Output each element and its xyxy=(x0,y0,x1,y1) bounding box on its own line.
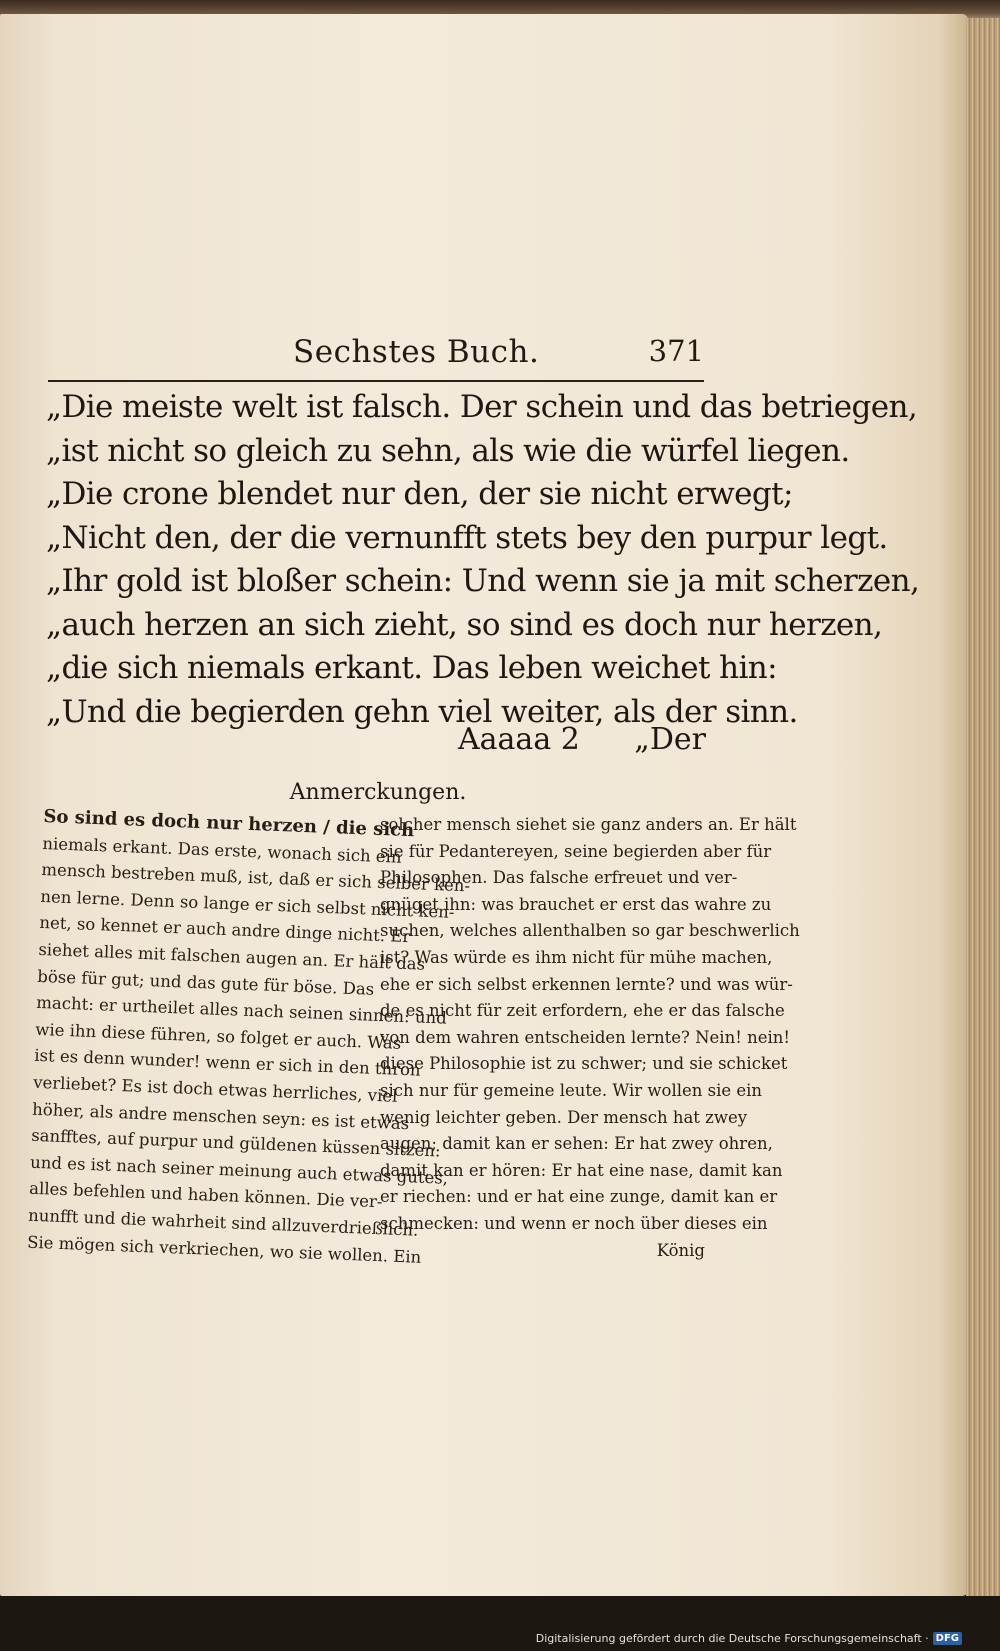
verse-line: „die sich niemals erkant. Das leben weichet hin: xyxy=(46,650,778,686)
page-stack-edge xyxy=(966,18,1000,1600)
notes-left-column xyxy=(26,804,471,1268)
note-line: verliebet? Es ist doch etwas herrliches, viel xyxy=(32,1072,398,1106)
book-page xyxy=(0,14,968,1596)
note-line: niemals erkant. Das erste, wonach sich ein xyxy=(42,833,402,867)
note-line: Sie mögen sich verkriechen, wo sie wollen. Ein xyxy=(26,1232,422,1267)
running-head-title: Sechstes Buch. xyxy=(293,334,540,370)
notes-right-column xyxy=(380,812,800,1264)
scan-bottom-band xyxy=(0,1596,1000,1651)
note-line: gnüget ihn: was brauchet er erst das wahre zu xyxy=(380,894,772,914)
note-line: solcher mensch siehet sie ganz anders an. Er hält xyxy=(380,815,797,834)
page-number: 371 xyxy=(648,334,704,368)
verse-line: „Nicht den, der die vernunfft stets bey den purpur legt. xyxy=(46,519,888,556)
verse-line: „auch herzen an sich zieht, so sind es doch nur herzen, xyxy=(46,606,883,643)
note-line: ehe er sich selbst erkennen lernte? und was wür- xyxy=(380,974,793,994)
note-line: macht: er urtheilet alles nach seinen sinnen: und xyxy=(36,993,448,1028)
note-line: wie ihn diese führen, so folget er auch. Was xyxy=(34,1019,402,1053)
note-line: sich nur für gemeine leute. Wir wollen sie ein xyxy=(380,1080,763,1100)
signature-row xyxy=(440,722,706,762)
catchword: „Der xyxy=(634,722,706,757)
notes-heading: Anmerckungen. xyxy=(289,780,467,805)
note-line: nen lerne. Denn so lange er sich selbst nicht ken- xyxy=(40,886,455,922)
verse-line: „Die crone blendet nur den, der sie nicht erwegt; xyxy=(46,476,793,512)
note-line: net, so kennet er auch andre dinge nicht. Er xyxy=(39,913,411,947)
note-line: von dem wahren entscheiden lernte? Nein! nein! xyxy=(380,1027,791,1047)
note-line: und es ist nach seiner meinung auch etwas gutes, xyxy=(29,1152,449,1188)
dfg-logo-icon: DFG xyxy=(933,1632,962,1645)
note-line: alles befehlen und haben können. Die ver- xyxy=(28,1179,383,1212)
note-line: Philosophen. Das falsche erfreuet und ver- xyxy=(380,868,738,888)
note-line: sanfftes, auf purpur und güldenen küssen sitzen: xyxy=(30,1125,441,1161)
note-line: So sind es doch nur herzen / die sich xyxy=(43,805,415,842)
running-head xyxy=(48,332,704,382)
note-line: damit kan er hören: Er hat eine nase, damit kan xyxy=(380,1160,783,1180)
note-catchword: König xyxy=(656,1240,705,1260)
note-line: de es nicht für zeit erfordern, ehe er das falsche xyxy=(380,1001,785,1021)
verse-line: „Die meiste welt ist falsch. Der schein und das betriegen, xyxy=(46,389,918,425)
note-line: siehet alles mit falschen augen an. Er hält das xyxy=(38,939,426,974)
note-line: schmecken: und wenn er noch über dieses ein xyxy=(380,1213,768,1233)
note-line: sie für Pedantereyen, seine begierden aber für xyxy=(380,841,772,861)
note-line: wenig leichter geben. Der mensch hat zwey xyxy=(380,1107,748,1127)
note-line: ist? Was würde es ihm nicht für mühe machen, xyxy=(380,947,773,967)
funding-credit xyxy=(536,1632,962,1645)
note-line: augen; damit kan er sehen: Er hat zwey ohren, xyxy=(380,1134,773,1154)
note-line: diese Philosophie ist zu schwer; und sie schicket xyxy=(380,1054,788,1074)
note-line: höher, als andre menschen seyn: es ist etwas xyxy=(31,1099,410,1133)
verse-line: „ist nicht so gleich zu sehn, als wie die würfel liegen. xyxy=(46,432,850,469)
signature-mark: Aaaaa 2 xyxy=(458,722,580,757)
verse-block xyxy=(46,386,920,734)
note-line: er riechen: und er hat eine zunge, damit kan er xyxy=(380,1187,778,1207)
note-line: nunfft und die wahrheit sind allzuverdrießlich. xyxy=(27,1205,419,1240)
funding-credit-text: Digitalisierung gefördert durch die Deutsche Forschungsgemeinschaft · xyxy=(535,1632,929,1645)
note-line: ist es denn wunder! wenn er sich in den thron xyxy=(33,1046,422,1080)
verse-line: „Ihr gold ist bloßer schein: Und wenn sie ja mit scherzen, xyxy=(46,563,920,599)
note-line: mensch bestreben muß, ist, daß er sich selber ken- xyxy=(41,860,471,896)
verse-line: „Und die begierden gehn viel weiter, als der sinn. xyxy=(46,693,798,730)
note-line: böse für gut; und das gute für böse. Das xyxy=(37,966,375,999)
note-line: suchen, welches allenthalben so gar beschwerlich xyxy=(380,921,800,941)
